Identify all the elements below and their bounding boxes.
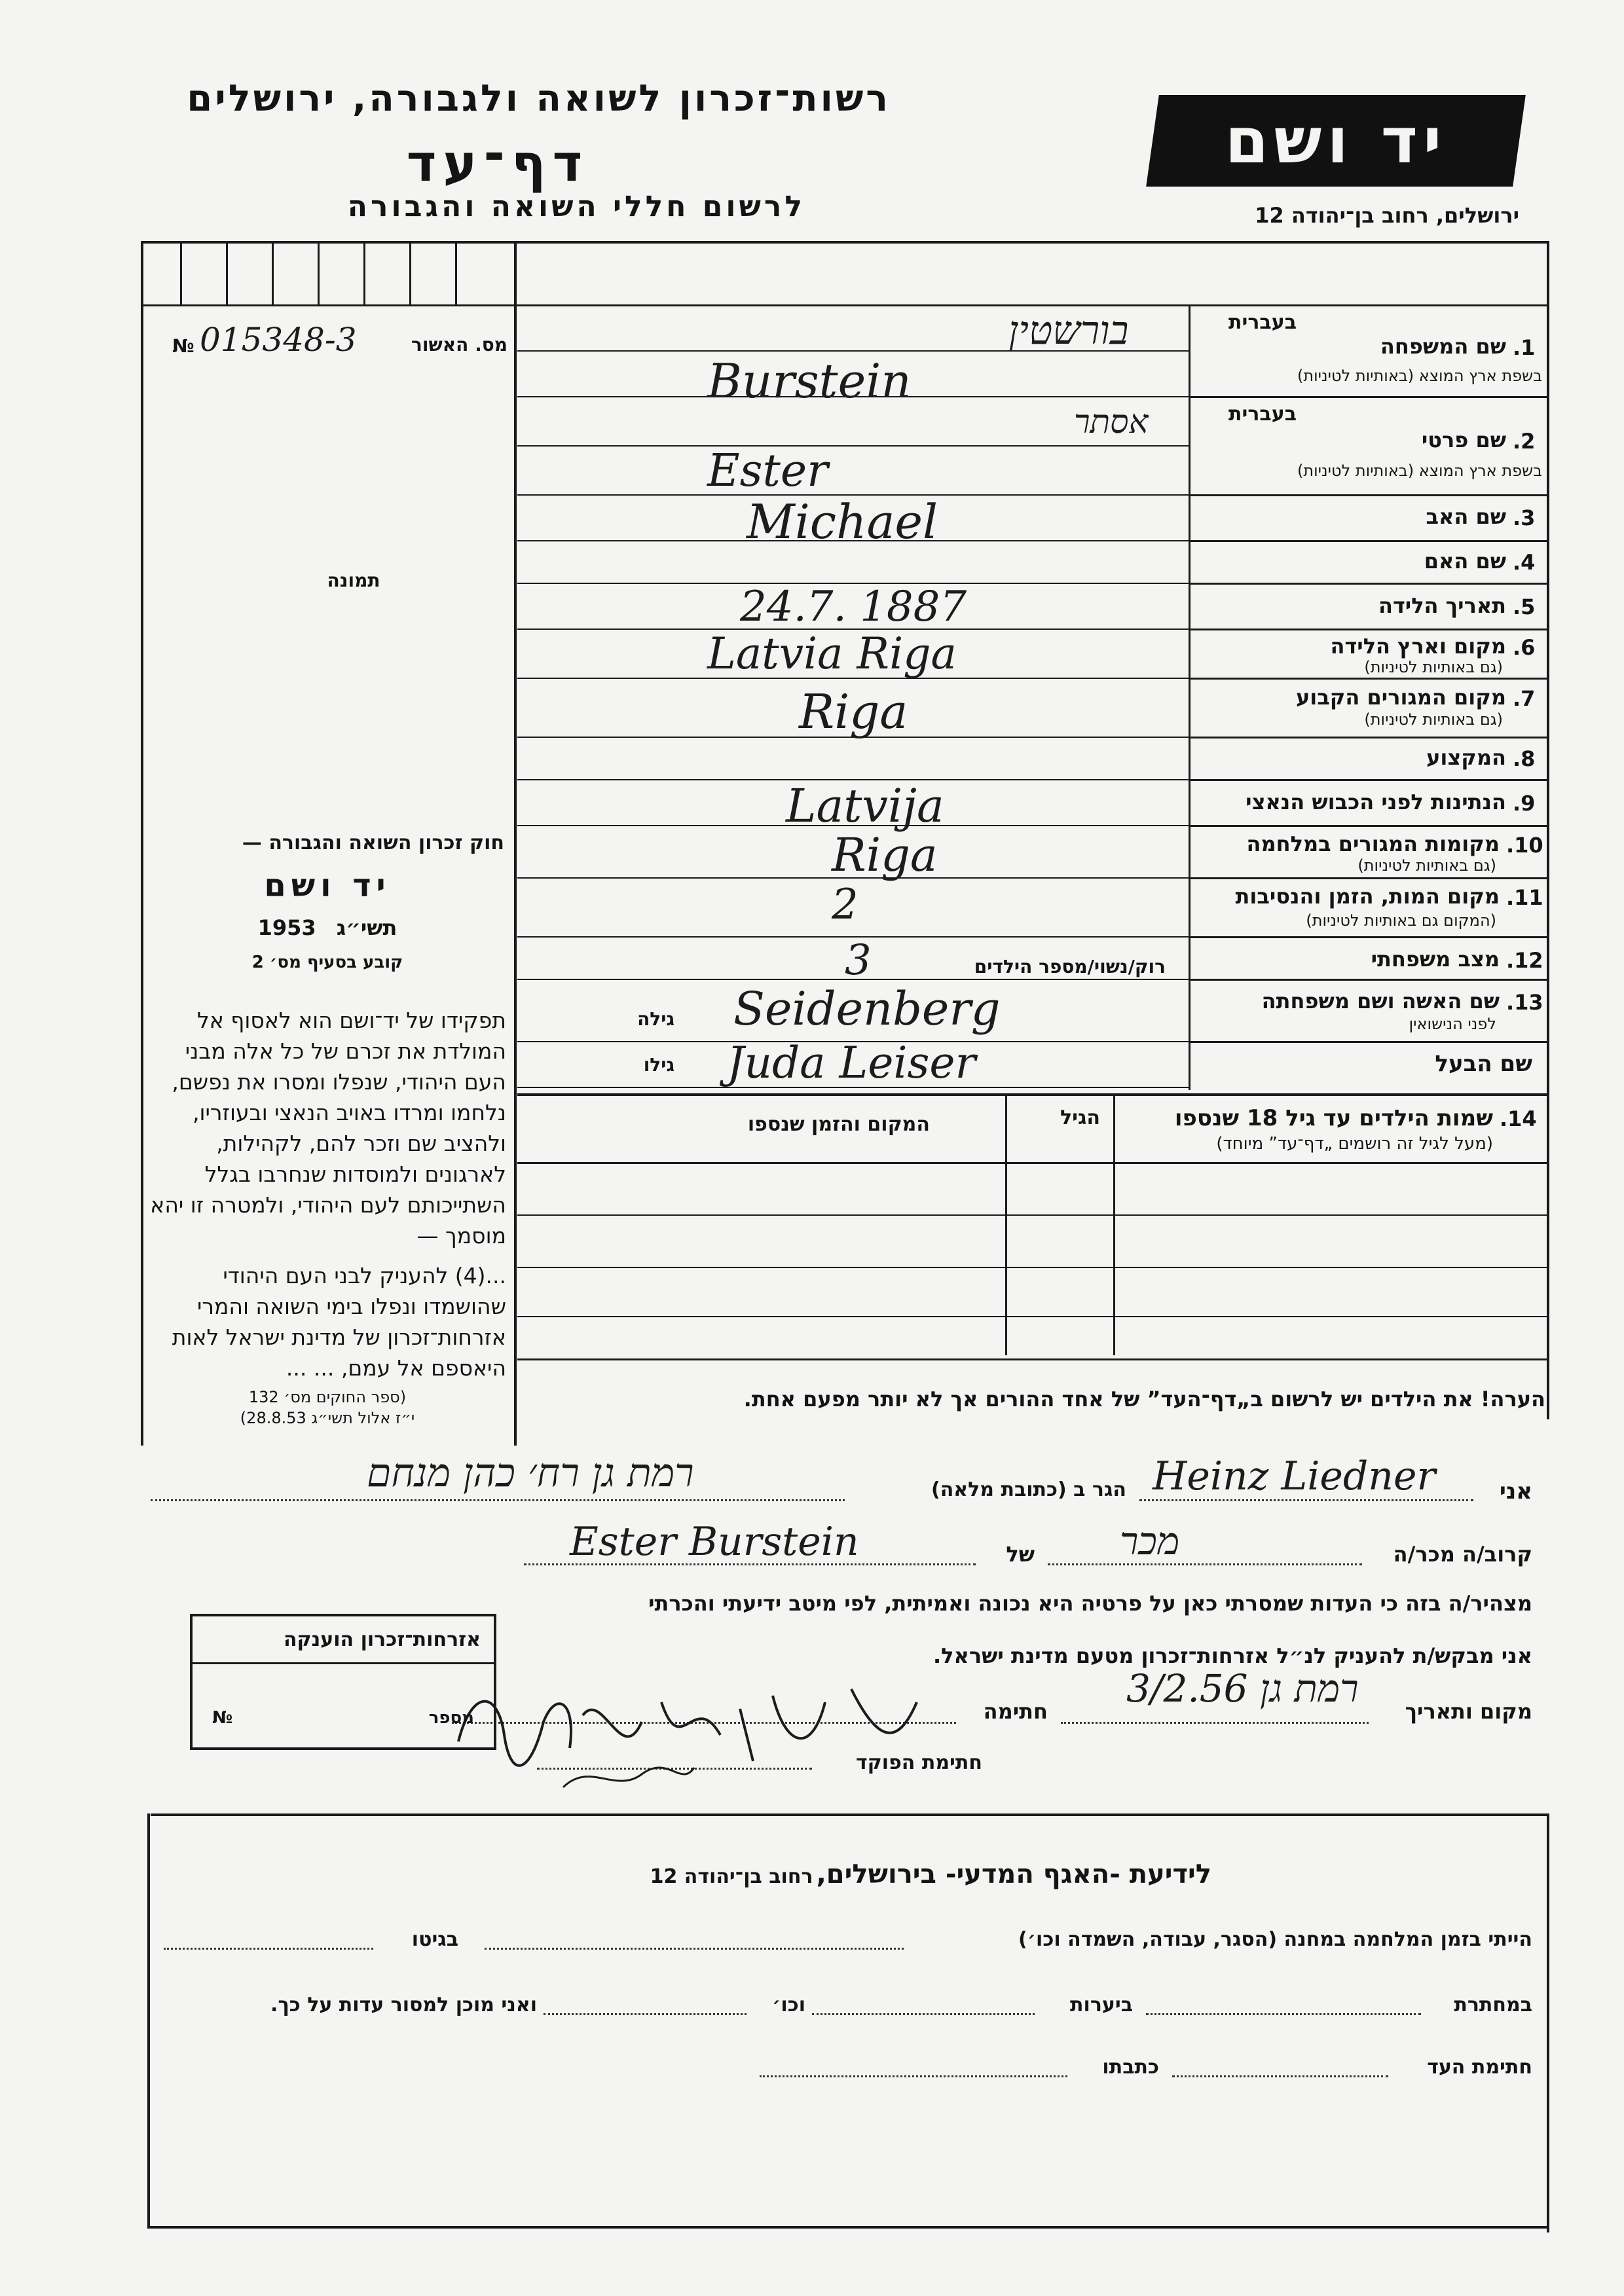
field-2-tag: בעברית <box>1228 403 1297 426</box>
row-sep-10 <box>1189 825 1549 827</box>
footer-line2-c: וכו׳ <box>772 1994 805 2016</box>
law-year-hebrew: תשי״ג <box>336 915 397 940</box>
row-sep-7 <box>1189 678 1549 680</box>
footer-line1-dots-b <box>164 1948 373 1950</box>
decl-place-date-value: רמת גן 3/2.56 <box>1126 1666 1359 1711</box>
footer-line3-dots-b <box>760 2075 1067 2077</box>
field-8-num: 8. <box>1513 746 1536 771</box>
row-sep-6 <box>1189 629 1549 630</box>
field-2-value-hebrew: אסתר <box>1074 403 1149 441</box>
memorial-box-title: אזרחות־זכרון הוענקה <box>283 1628 481 1651</box>
decl-i-label: אני <box>1499 1478 1532 1504</box>
approval-number-prefix: № <box>172 335 194 357</box>
memorial-box-divider <box>193 1662 494 1664</box>
law-ref-1: (ספר החוקים מס׳ 132 <box>248 1388 407 1406</box>
children-row-2 <box>517 1267 1549 1268</box>
law-text-1: תפקידו של יד־ושם הוא לאסוף אל המולדת את זכרם של כל אלה מבני העם היהודי, שנפלו ומסרו את נפשם, נלחמו ומרדו באויב הנאצי ובעוזריו, ולהציב שם וזכר להם, לקהילות, לארגונים ולמוסדות שנחרבו בגלל השתייכותם לעם היהודי, ולמטרה זו יהא מוסמך — <box>150 1008 506 1248</box>
decl-relative-value: מכר <box>1120 1519 1180 1563</box>
row-sep-3 <box>1189 494 1549 496</box>
row-sep-12 <box>1189 936 1549 938</box>
field-2-sub: בשפת ארץ המוצא (באותיות לטיניות) <box>1297 462 1542 480</box>
header-strip-bottom <box>141 304 1549 306</box>
law-year <box>151 915 504 940</box>
field-11-sub: (המקום גם באותיות לטיניות) <box>1306 911 1496 930</box>
memorial-box-number-prefix: № <box>212 1708 233 1728</box>
approval-number-value: 015348-3 <box>200 321 357 359</box>
children-col-age: הגיל <box>1060 1106 1100 1129</box>
footer-frame-right <box>1547 1813 1549 2232</box>
header-address: ירושלים, רחוב בן־יהודה 12 <box>1255 203 1519 228</box>
children-num: 14. <box>1500 1106 1537 1131</box>
footer-line3-a: חתימת העד <box>1427 2056 1532 2079</box>
field-husband-value: Juda Leiser <box>727 1038 976 1088</box>
field-5-value: 24.7. 1887 <box>740 583 967 631</box>
field-11-value: 2 <box>832 881 858 929</box>
field-12-value: 3 <box>845 936 872 985</box>
decl-officer-label: חתימת הפוקד <box>856 1751 982 1774</box>
signature-drawing <box>445 1663 982 1807</box>
field-7-num: 7. <box>1513 686 1536 711</box>
law-text-2: ...(4) להעניק לבני העם היהודי שהושמדו ונפלו בימי השואה והמרי אזרחות־זכרון של מדינת ישראל לאות היאספם אל עמם, ... ... <box>172 1263 506 1381</box>
decl-i-line <box>1139 1499 1473 1501</box>
field-10-sub: (גם באותיות לטיניות) <box>1357 856 1496 875</box>
field-11-num: 11. <box>1506 885 1543 910</box>
field-4-label: שם האם <box>1424 549 1506 574</box>
row-sep-4 <box>1189 540 1549 542</box>
field-13-value: Seidenberg <box>733 982 1001 1036</box>
row-sep-husband <box>1189 1041 1549 1043</box>
memorial-box-number-label: מספר <box>428 1708 474 1728</box>
footer-line2-dots-c <box>544 2013 747 2015</box>
field-3-label: שם האב <box>1426 504 1506 529</box>
field-4-num: 4. <box>1513 550 1536 575</box>
frame-right <box>1547 241 1549 1419</box>
field-1-num: 1. <box>1513 335 1536 360</box>
photo-label: תמונה <box>327 570 380 591</box>
memorial-citizenship-box <box>190 1614 496 1750</box>
field-1-label: שם המשפחה <box>1380 334 1506 359</box>
decl-lives-value: רמת גן רח׳ כהן מנחם <box>367 1450 694 1496</box>
label-col-divider <box>1189 304 1190 1090</box>
footer-heading-addr: רחוב בן־יהודה 12 <box>650 1865 813 1888</box>
field-11-label: מקום המות, הזמן והנסיבות <box>1235 884 1500 909</box>
row-sep-13 <box>1189 979 1549 981</box>
form-subtitle: לרשום חללי השואה והגבורה <box>347 190 805 223</box>
children-label: שמות הילדים עד גיל 18 שנספו <box>1174 1105 1493 1131</box>
footer-frame-bottom <box>147 2226 1549 2229</box>
field-1-sub: בשפת ארץ המוצא (באותיות לטיניות) <box>1297 367 1542 385</box>
footer-heading-text: לידיעת -האגף המדעי- בירושלים, <box>816 1859 1211 1889</box>
approval-number <box>167 321 507 360</box>
law-clause: קובע בסעיף מס׳ 2 <box>251 953 403 972</box>
footer-line2-dots-b <box>812 2013 1035 2015</box>
field-6-num: 6. <box>1513 635 1536 660</box>
footer-line1-dots-a <box>485 1948 904 1950</box>
footer-separator <box>151 1813 1549 1816</box>
footer-line2-b: ביערות <box>1070 1994 1133 2016</box>
field-2-label: שם פרטי <box>1421 428 1506 452</box>
yad-vashem-logo <box>1146 95 1526 187</box>
footer-line2-d: ואני מוכן למסור עדות על כך. <box>270 1994 537 2016</box>
children-row-3 <box>517 1316 1549 1317</box>
field-1-value-hebrew: בורשטין <box>1008 308 1129 354</box>
law-ref-2: י״ז אלול תשי״ג 28.8.53) <box>240 1409 415 1427</box>
field-3-value: Michael <box>747 494 938 549</box>
decl-request: אני מבקש/ת להעניק לנ״ל אזרחות־זכרון מטעם מדינת ישראל. <box>933 1643 1532 1668</box>
field-9-label: הנתינות לפני הכבוש הנאצי <box>1246 790 1506 814</box>
footer-frame-left <box>147 1813 150 2226</box>
form-title: דף־עד <box>406 134 589 193</box>
field-10-num: 10. <box>1506 833 1543 858</box>
children-row-1 <box>517 1214 1549 1216</box>
decl-lives-line <box>151 1499 845 1501</box>
decl-lives-label: הגר ב (כתובת מלאה) <box>931 1478 1126 1501</box>
decl-place-date-label: מקום ותאריך <box>1405 1699 1532 1724</box>
children-col-place: המקום והזמן שנספו <box>747 1113 930 1136</box>
field-6-sub: (גם באותיות לטיניות) <box>1364 658 1503 676</box>
field-9-value: Latvija <box>786 779 944 833</box>
field-7-label: מקום המגורים הקבוע <box>1295 685 1506 710</box>
footer-line1-a: הייתי בזמן המלחמה במחנה (הסגר, עבודה, השמדה וכו׳) <box>1018 1928 1532 1951</box>
children-sub: (מעל לגיל זה רושמים „דף־עד” מיוחד) <box>1216 1134 1493 1154</box>
field-1-tag: בעברית <box>1228 311 1297 334</box>
field-12-label: מצב משפחתי <box>1371 947 1500 972</box>
authority-title: רשות־זכרון לשואה ולגבורה, ירושלים <box>187 77 891 120</box>
footer-line2-dots-a <box>1146 2013 1421 2015</box>
field-5-label: תאריך הלידה <box>1378 593 1506 618</box>
decl-of-value: Ester Burstein <box>570 1519 859 1565</box>
field-7-value: Riga <box>799 684 908 739</box>
decl-statement: מצהיר/ה בזה כי העדות שמסרתי כאן על פרטיה היא נכונה ואמיתית, לפי מיטב ידיעתי והכרתי <box>648 1591 1532 1616</box>
field-2-value: Ester <box>707 445 828 497</box>
field-6-label: מקום וארץ הלידה <box>1330 634 1506 659</box>
children-note: הערה! את הילדים יש לרשום ב„דף־העד” של אחד ההורים אך לא יותר מפעם אחת. <box>743 1387 1545 1412</box>
children-header-bottom <box>517 1162 1549 1164</box>
field-1-value: Burstein <box>707 354 912 409</box>
decl-of-line <box>524 1563 976 1565</box>
field-12-num: 12. <box>1506 948 1543 973</box>
field-13-age-label: גילה <box>637 1008 674 1030</box>
row-sep-11 <box>1189 877 1549 879</box>
field-husband-label: שם הבעל <box>1435 1051 1532 1077</box>
row-sep-9 <box>1189 779 1549 781</box>
field-7-sub: (גם באותיות לטיניות) <box>1364 710 1503 729</box>
left-col-divider <box>514 241 517 1446</box>
frame-left <box>141 241 143 1446</box>
footer-line2-a: במחתרת <box>1454 1994 1532 2016</box>
field-5-num: 5. <box>1513 594 1536 619</box>
footer-heading <box>393 1859 1211 1889</box>
field-9-num: 9. <box>1513 791 1536 816</box>
footer-line1-b: בגיטו <box>411 1928 458 1951</box>
field-12-extra: רוק/נשוי/מספר הילדים <box>974 956 1166 977</box>
decl-relative-line <box>1048 1563 1362 1565</box>
row-sep-8 <box>1189 737 1549 738</box>
row-sep-5 <box>1189 583 1549 585</box>
row-sep-2 <box>1189 396 1549 398</box>
field-husband-age-label: גילו <box>643 1054 674 1076</box>
field-13-label: שם האשה ושם משפחתה <box>1261 989 1500 1013</box>
decl-relative-label: קרוב/ה מכר/ה <box>1393 1542 1532 1567</box>
field-13-sub: לפני הנישואין <box>1409 1015 1496 1033</box>
field-3-num: 3. <box>1513 505 1536 530</box>
decl-place-date-line <box>1061 1722 1369 1724</box>
footer-line3-dots-a <box>1172 2075 1388 2077</box>
field-10-label: מקומות המגורים במלחמה <box>1246 831 1500 856</box>
law-title: חוק זכרון השואה והגבורה — <box>242 831 504 854</box>
decl-of-label: של <box>1006 1542 1035 1567</box>
law-year-number: 1953 <box>257 915 316 940</box>
law-name: יד ושם <box>264 867 391 904</box>
field-6-value: Latvia Riga <box>707 629 957 679</box>
id-cells <box>141 241 514 304</box>
children-top <box>517 1093 1549 1096</box>
approval-number-label: מס. האשור <box>411 334 507 355</box>
value-line-3 <box>517 445 1189 446</box>
decl-i-value: Heinz Liedner <box>1153 1453 1436 1499</box>
field-13-num: 13. <box>1506 990 1543 1015</box>
field-8-label: המקצוע <box>1426 745 1506 770</box>
logo-text: יד ושם <box>1225 104 1447 177</box>
footer-line3-b: כתבתו <box>1102 2056 1159 2079</box>
field-10-value: Riga <box>832 828 938 882</box>
field-2-num: 2. <box>1513 429 1536 454</box>
children-bottom <box>517 1358 1549 1360</box>
decl-signature-label: חתימה <box>983 1699 1048 1724</box>
